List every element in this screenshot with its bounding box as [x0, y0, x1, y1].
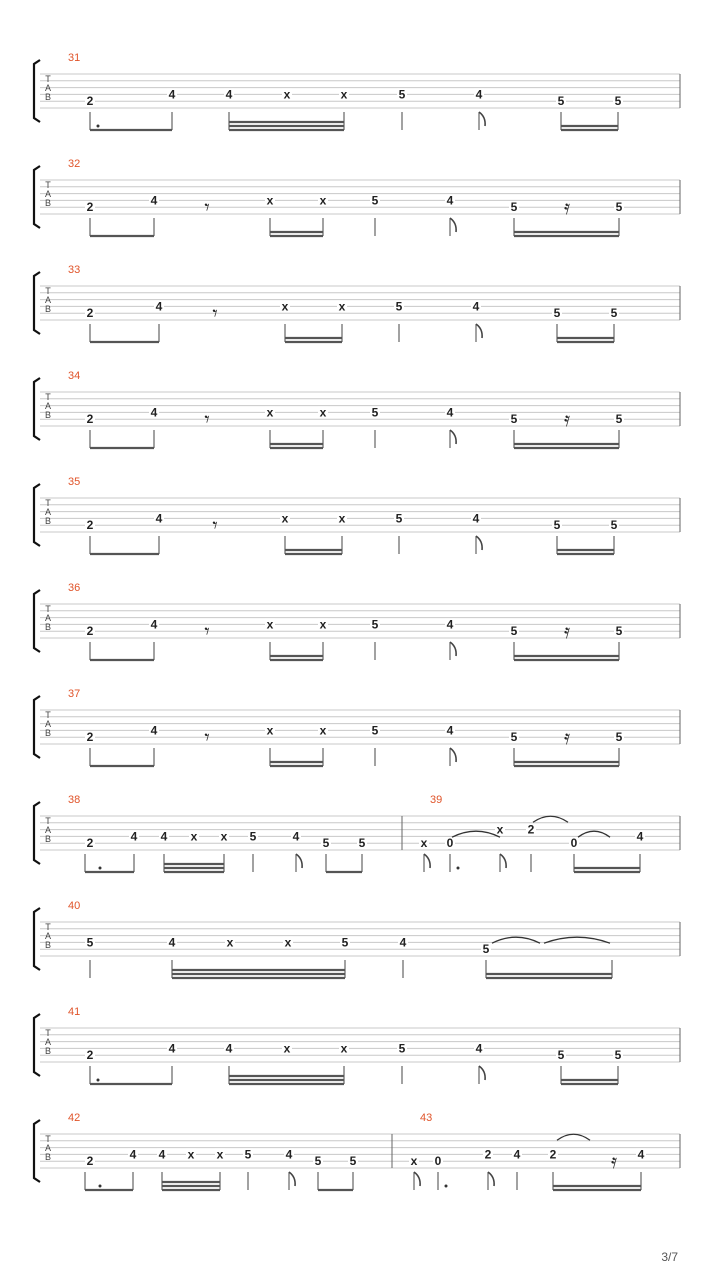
tab-clef-letter: B	[44, 940, 52, 950]
fret-number: x	[187, 1147, 195, 1162]
tab-clef-letter: A	[44, 83, 52, 93]
fret-number: 4	[150, 405, 158, 420]
fret-number: 5	[244, 1147, 252, 1162]
fret-number: 4	[446, 617, 454, 632]
note-flag	[296, 854, 302, 868]
fret-number: 4	[168, 87, 176, 102]
system-bracket	[34, 1120, 40, 1182]
measure-number: 36	[68, 582, 81, 594]
fret-number: 4	[168, 935, 176, 950]
fret-number: x	[283, 87, 291, 102]
tab-clef-letter: A	[44, 1143, 52, 1153]
measure-number: 41	[68, 1006, 81, 1018]
note-flag	[479, 1066, 485, 1080]
tab-clef-letter: A	[44, 295, 52, 305]
fret-number: 4	[130, 829, 138, 844]
tab-clef-letter: T	[45, 710, 51, 720]
tab-clef-letter: T	[45, 498, 51, 508]
fret-number: 4	[150, 723, 158, 738]
fret-number: x	[319, 193, 327, 208]
fret-number: 4	[513, 1147, 521, 1162]
fret-number: 5	[510, 624, 518, 639]
fret-number: 5	[553, 518, 561, 533]
tab-clef-letter: T	[45, 604, 51, 614]
fret-number: 4	[475, 87, 483, 102]
fret-number: 5	[614, 1048, 622, 1063]
tab-clef-letter: T	[45, 1134, 51, 1144]
fret-number: 5	[395, 299, 403, 314]
augmentation-dot	[99, 1185, 102, 1188]
rest-symbol: 𝄾	[212, 513, 218, 537]
fret-number: 5	[557, 94, 565, 109]
fret-number: 2	[86, 200, 94, 215]
note-flag	[424, 854, 430, 868]
fret-number: 4	[225, 87, 233, 102]
tab-clef-letter: B	[44, 410, 52, 420]
fret-number: 5	[510, 412, 518, 427]
fret-number: x	[410, 1154, 418, 1169]
page-number: 3/7	[661, 1250, 678, 1264]
fret-number: 2	[86, 1154, 94, 1169]
fret-number: 0	[434, 1154, 442, 1169]
tab-clef-letter: T	[45, 392, 51, 402]
fret-number: 5	[371, 405, 379, 420]
fret-number: 5	[371, 617, 379, 632]
fret-number: 4	[472, 299, 480, 314]
note-flag	[476, 324, 482, 338]
fret-number: 4	[446, 193, 454, 208]
fret-number: x	[266, 617, 274, 632]
augmentation-dot	[445, 1185, 448, 1188]
tie-arc	[557, 1134, 590, 1140]
note-flag	[450, 748, 456, 762]
fret-number: x	[284, 935, 292, 950]
tab-clef-letter: T	[45, 816, 51, 826]
fret-number: 5	[395, 511, 403, 526]
fret-number: 4	[155, 299, 163, 314]
note-flag	[450, 642, 456, 656]
rest-symbol: 𝄿	[563, 619, 571, 643]
fret-number: 5	[322, 836, 330, 851]
fret-number: 2	[86, 518, 94, 533]
note-flag	[414, 1172, 420, 1186]
tab-clef-letter: T	[45, 74, 51, 84]
note-flag	[450, 218, 456, 232]
fret-number: 5	[610, 306, 618, 321]
note-flag	[479, 112, 485, 126]
tab-clef-letter: T	[45, 922, 51, 932]
fret-number: 5	[398, 1041, 406, 1056]
system-bracket	[34, 802, 40, 864]
augmentation-dot	[457, 867, 460, 870]
rest-symbol: 𝄾	[204, 725, 210, 749]
note-flag	[450, 430, 456, 444]
measure-number: 34	[68, 370, 81, 382]
rest-symbol: 𝄿	[610, 1149, 618, 1173]
tab-clef-letter: B	[44, 1152, 52, 1162]
measure-number: 43	[420, 1112, 433, 1124]
fret-number: 2	[86, 836, 94, 851]
fret-number: 5	[314, 1154, 322, 1169]
fret-number: 5	[358, 836, 366, 851]
fret-number: 5	[349, 1154, 357, 1169]
fret-number: x	[266, 723, 274, 738]
fret-number: 5	[615, 730, 623, 745]
tab-system-2	[34, 158, 680, 236]
note-flag	[476, 536, 482, 550]
fret-number: 2	[549, 1147, 557, 1162]
fret-number: 4	[636, 829, 644, 844]
fret-number: 4	[155, 511, 163, 526]
tab-clef-letter: B	[44, 1046, 52, 1056]
fret-number: 0	[446, 836, 454, 851]
tab-clef-letter: B	[44, 516, 52, 526]
fret-number: x	[319, 405, 327, 420]
note-flag	[289, 1172, 295, 1186]
measure-number: 42	[68, 1112, 81, 1124]
fret-number: 5	[510, 200, 518, 215]
tab-clef-letter: A	[44, 613, 52, 623]
fret-number: 5	[615, 200, 623, 215]
fret-number: 2	[86, 306, 94, 321]
tab-system-3	[34, 264, 680, 342]
measure-number: 37	[68, 688, 81, 700]
rest-symbol: 𝄾	[204, 619, 210, 643]
measure-number: 31	[68, 52, 81, 64]
system-bracket	[34, 484, 40, 546]
fret-number: 5	[615, 624, 623, 639]
fret-number: 5	[371, 723, 379, 738]
fret-number: 4	[446, 405, 454, 420]
fret-number: x	[340, 1041, 348, 1056]
fret-number: x	[340, 87, 348, 102]
fret-number: 5	[510, 730, 518, 745]
fret-number: x	[216, 1147, 224, 1162]
fret-number: x	[266, 193, 274, 208]
fret-number: 5	[371, 193, 379, 208]
system-bracket	[34, 272, 40, 334]
tab-clef-letter: T	[45, 1028, 51, 1038]
fret-number: 5	[482, 942, 490, 957]
measure-number: 32	[68, 158, 81, 170]
fret-number: x	[496, 822, 504, 837]
tab-clef-letter: B	[44, 834, 52, 844]
fret-number: 2	[527, 822, 535, 837]
tab-clef-letter: A	[44, 1037, 52, 1047]
fret-number: 5	[341, 935, 349, 950]
fret-number: 5	[610, 518, 618, 533]
fret-number: 4	[150, 193, 158, 208]
system-bracket	[34, 1014, 40, 1076]
measure-number: 39	[430, 794, 443, 806]
fret-number: 5	[249, 829, 257, 844]
tab-system-8	[34, 794, 680, 872]
fret-number: 4	[225, 1041, 233, 1056]
tab-clef-letter: A	[44, 401, 52, 411]
system-bracket	[34, 166, 40, 228]
measure-number: 35	[68, 476, 81, 488]
fret-number: 0	[570, 836, 578, 851]
tie-arc	[533, 816, 568, 822]
tab-system-10	[34, 1006, 680, 1084]
fret-number: 4	[129, 1147, 137, 1162]
system-bracket	[34, 378, 40, 440]
tab-clef-letter: T	[45, 286, 51, 296]
fret-number: x	[319, 617, 327, 632]
rest-symbol: 𝄾	[204, 407, 210, 431]
fret-number: x	[281, 511, 289, 526]
tab-system-11	[34, 1112, 680, 1190]
fret-number: 5	[615, 412, 623, 427]
fret-number: x	[190, 829, 198, 844]
tab-system-1	[34, 52, 680, 130]
fret-number: 4	[292, 829, 300, 844]
fret-number: x	[283, 1041, 291, 1056]
rest-symbol: 𝄿	[563, 195, 571, 219]
fret-number: 4	[158, 1147, 166, 1162]
augmentation-dot	[97, 125, 100, 128]
tab-clef-letter: A	[44, 507, 52, 517]
fret-number: 4	[285, 1147, 293, 1162]
fret-number: x	[281, 299, 289, 314]
fret-number: 2	[86, 94, 94, 109]
fret-number: 5	[398, 87, 406, 102]
tab-system-6	[34, 582, 680, 660]
fret-number: 4	[637, 1147, 645, 1162]
fret-number: x	[220, 829, 228, 844]
tab-clef-letter: A	[44, 931, 52, 941]
measure-number: 40	[68, 900, 81, 912]
tab-system-4	[34, 370, 680, 448]
note-flag	[488, 1172, 494, 1186]
fret-number: x	[338, 299, 346, 314]
fret-number: x	[266, 405, 274, 420]
tab-clef-letter: A	[44, 719, 52, 729]
augmentation-dot	[97, 1079, 100, 1082]
rest-symbol: 𝄾	[204, 195, 210, 219]
fret-number: 2	[86, 412, 94, 427]
tab-system-5	[34, 476, 680, 554]
fret-number: 4	[446, 723, 454, 738]
tab-clef-letter: T	[45, 180, 51, 190]
tab-clef-letter: B	[44, 622, 52, 632]
tab-clef-letter: B	[44, 728, 52, 738]
fret-number: 5	[86, 935, 94, 950]
tab-system-7	[34, 688, 680, 766]
fret-number: 2	[86, 624, 94, 639]
tab-clef-letter: B	[44, 304, 52, 314]
fret-number: 4	[150, 617, 158, 632]
system-bracket	[34, 590, 40, 652]
fret-number: x	[420, 836, 428, 851]
fret-number: x	[338, 511, 346, 526]
tab-system-9	[34, 900, 680, 978]
rest-symbol: 𝄾	[212, 301, 218, 325]
fret-number: 4	[160, 829, 168, 844]
fret-number: x	[319, 723, 327, 738]
fret-number: 4	[399, 935, 407, 950]
fret-number: 5	[553, 306, 561, 321]
fret-number: 4	[472, 511, 480, 526]
tab-clef-letter: A	[44, 189, 52, 199]
rest-symbol: 𝄿	[563, 725, 571, 749]
augmentation-dot	[99, 867, 102, 870]
fret-number: 2	[484, 1147, 492, 1162]
measure-number: 38	[68, 794, 81, 806]
fret-number: 5	[557, 1048, 565, 1063]
rest-symbol: 𝄿	[563, 407, 571, 431]
fret-number: 4	[168, 1041, 176, 1056]
tab-clef-letter: B	[44, 92, 52, 102]
tab-clef-letter: A	[44, 825, 52, 835]
fret-number: 2	[86, 730, 94, 745]
fret-number: 2	[86, 1048, 94, 1063]
note-flag	[500, 854, 506, 868]
fret-number: 5	[614, 94, 622, 109]
fret-number: 4	[475, 1041, 483, 1056]
fret-number: x	[226, 935, 234, 950]
system-bracket	[34, 60, 40, 122]
system-bracket	[34, 696, 40, 758]
tab-clef-letter: B	[44, 198, 52, 208]
measure-number: 33	[68, 264, 81, 276]
system-bracket	[34, 908, 40, 970]
